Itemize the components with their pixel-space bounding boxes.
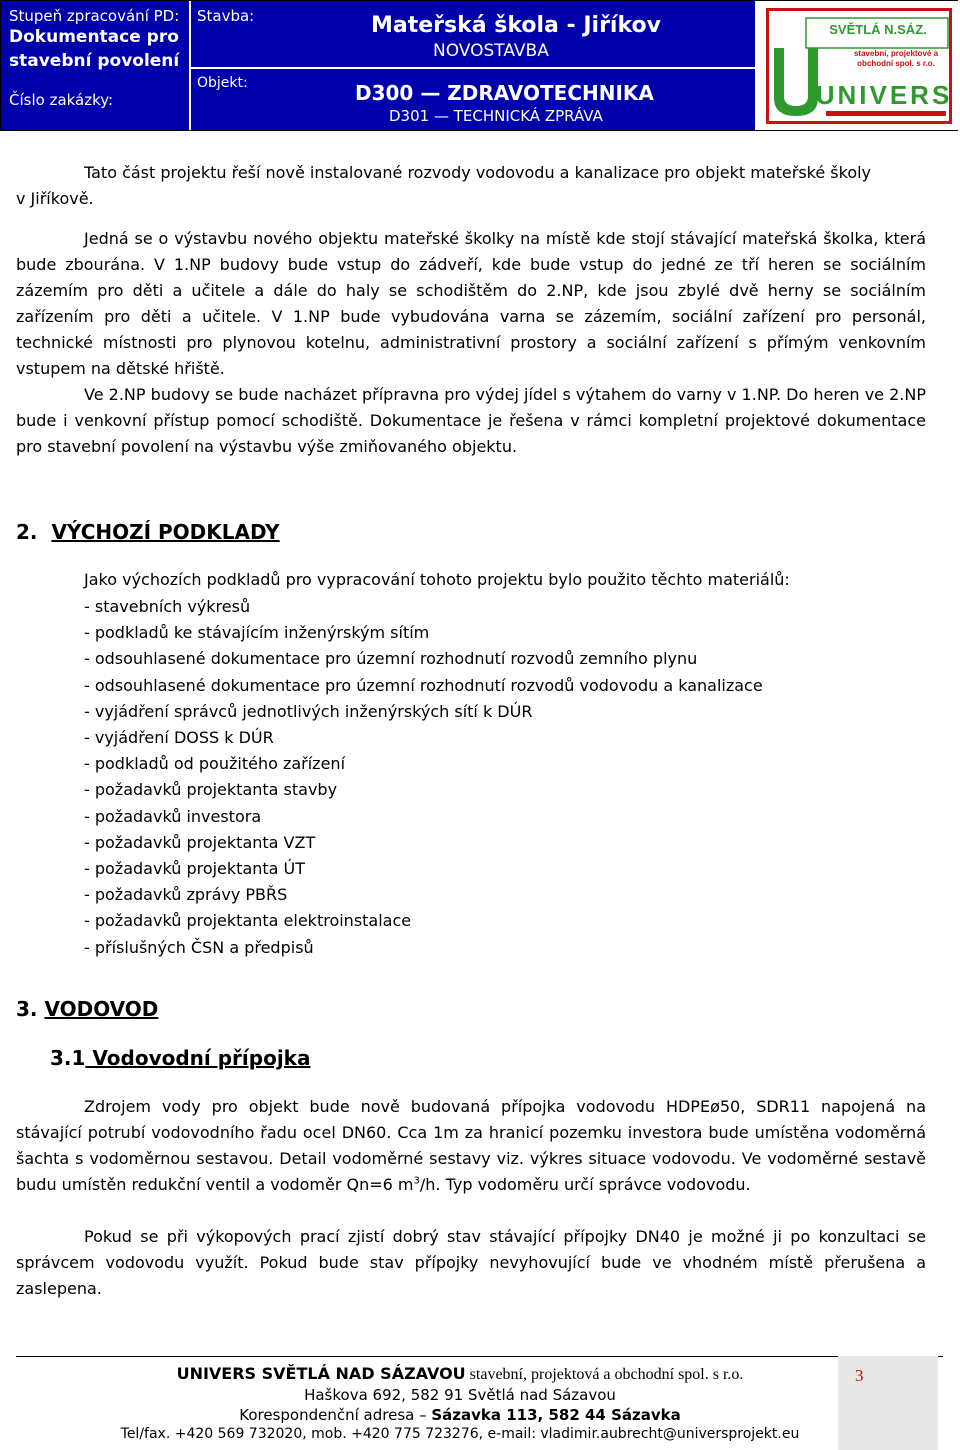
- list-item: - vyjádření správců jednotlivých inženýrských sítí k DÚR: [84, 701, 533, 721]
- intro-paragraph-2: Jedná se o výstavbu nového objektu mateřské školky na místě kde stojí stávající mateřská školka, která bude zbourána. V 1.NP budovy bude vstup do zádveří, kde bude vstup do jedné ze tří heren se sociálním zázemím pro děti a učitele a dále do haly se schodištěm do 2.NP, kde jsou zbylé dvě herny se sociálním zařízením pro děti a učitele. V 1.NP bude vybudována varna se zázemím, sociální zařízení pro personál, technické místnosti pro plynovou kotelnu, administrativní prostory a sociální zařízení s přímým venkovním vstupem na dětské hřiště.: [16, 229, 926, 378]
- list-item: - požadavků zprávy PBŘS: [84, 885, 288, 905]
- object-subtitle: D301 — TECHNICKÁ ZPRÁVA: [389, 107, 603, 125]
- list-item: - požadavků projektanta ÚT: [84, 859, 306, 879]
- footer-company-type: stavební, projektová a obchodní spol. s r.o.: [465, 1366, 744, 1383]
- section-3-number: 3.: [16, 997, 38, 1021]
- stage-label: Stupeň zpracování PD:: [9, 7, 180, 25]
- cubic-sup: 3: [413, 1175, 420, 1187]
- list-item: - požadavků projektanta elektroinstalace: [84, 911, 412, 931]
- list-item: - podkladů ke stávajícím inženýrským sítím: [84, 623, 430, 643]
- list-item: - požadavků investora: [84, 806, 262, 826]
- page-number-box: [838, 1356, 938, 1450]
- stage-value-2: stavební povolení: [9, 51, 180, 71]
- water-paragraph-1: [16, 1094, 926, 1198]
- water-p1-end: /h. Typ vodoměru určí správce vodovodu.: [419, 1175, 751, 1194]
- section-2-title: VÝCHOZÍ PODKLADY: [51, 520, 280, 544]
- water-p1-text: Zdrojem vody pro objekt bude nově budovaná přípojka vodovodu HDPEø50, SDR11 napojená na stávající potrubí vodovodního řadu ocel DN60. Cca 1m za hranicí pozemku investora bude umístěna vodoměrná šachta s vodoměrnou sestavou. Detail vodoměrné sestavy viz. výkres situace vodovodu. Ve vodoměrné sestavě budu umístěn redukční ventil a vodoměr Qn=6 m: [16, 1097, 926, 1194]
- univers-logo: [766, 8, 952, 124]
- page-number: 3: [855, 1366, 864, 1385]
- footer-corr-label: Korespondenční adresa –: [239, 1406, 432, 1424]
- section-3-title: VODOVOD: [44, 997, 159, 1021]
- list-item: - stavebních výkresů: [84, 597, 251, 616]
- stage-cell: [1, 1, 191, 130]
- list-item: - odsouhlasené dokumentace pro územní rozhodnutí rozvodů zemního plynu: [84, 649, 698, 669]
- list-item: - příslušných ČSN a předpisů: [84, 937, 314, 957]
- logo-line-2: obchodní spol. s r.o.: [857, 59, 935, 68]
- footer-address: Haškova 692, 582 91 Světlá nad Sázavou: [304, 1386, 616, 1404]
- footer-contact: Tel/fax. +420 569 732020, mob. +420 775 723276, e-mail: vladimir.aubrecht@universprojekt.eu: [120, 1426, 800, 1442]
- logo-top-text: SVĚTLÁ N.SÁZ.: [829, 22, 927, 37]
- order-label: Číslo zakázky:: [9, 91, 114, 109]
- building-label: Stavba:: [197, 7, 255, 25]
- list-item: - podkladů od použitého zařízení: [84, 754, 346, 774]
- section-3-1-number: 3.1: [50, 1046, 86, 1070]
- section-2-heading: [16, 520, 280, 544]
- intro-paragraph-3: Ve 2.NP budovy se bude nacházet přípravna pro výdej jídel s výtahem do varny v 1.NP. Do heren ve 2.NP bude i venkovní přístup pomocí schodiště. Dokumentace je řešena v rámci kompletní projektové dokumentace pro stavební povolení na výstavbu výše zmiňovaného objektu.: [16, 385, 926, 456]
- building-type: NOVOSTAVBA: [433, 41, 549, 61]
- footer-correspondence: [100, 1406, 820, 1424]
- section-3-heading: [16, 997, 158, 1021]
- section-2-intro: Jako výchozích podkladů pro vypracování tohoto projektu bylo použito těchto materiálů:: [84, 570, 790, 589]
- footer-rule: [16, 1356, 943, 1357]
- intro-p1-line2: v Jiříkově.: [16, 189, 94, 208]
- building-name: Mateřská škola - Jiříkov: [371, 13, 661, 38]
- list-item: - odsouhlasené dokumentace pro územní rozhodnutí rozvodů vodovodu a kanalizace: [84, 675, 763, 695]
- logo-brand: UNIVERS: [815, 80, 952, 110]
- section-2-number: 2.: [16, 520, 38, 544]
- logo-line-1: stavební, projektové a: [853, 49, 939, 58]
- section-3-1-title: Vodovodní přípojka: [92, 1046, 311, 1070]
- footer-corr-value: Sázavka 113, 582 44 Sázavka: [431, 1406, 681, 1424]
- list-item: - požadavků projektanta stavby: [84, 780, 338, 800]
- intro-paragraph-1: [16, 160, 926, 212]
- object-name: D300 — ZDRAVOTECHNIKA: [355, 81, 654, 105]
- building-cell: [191, 1, 757, 130]
- header-divider: [191, 67, 757, 69]
- list-item: - vyjádření DOSS k DÚR: [84, 728, 274, 748]
- sources-list: [84, 594, 763, 961]
- list-item: - požadavků projektanta VZT: [84, 832, 316, 852]
- footer-company: [100, 1364, 820, 1384]
- intro-p1-line1: Tato část projektu řeší nově instalované rozvody vodovodu a kanalizace pro objekt mateřské školy: [84, 163, 872, 182]
- object-label: Objekt:: [197, 75, 248, 91]
- stage-value-1: Dokumentace pro: [9, 27, 179, 47]
- section-3-1-heading: [50, 1046, 310, 1070]
- footer-company-name: UNIVERS SVĚTLÁ NAD SÁZAVOU: [176, 1364, 466, 1383]
- water-paragraph-2: Pokud se při výkopových prací zjistí dobrý stav stávající přípojky DN40 je možné ji po konzultaci se správcem vodovodu využít. Pokud bude stav přípojky nevyhovující bude ve vhodném místě přerušena a zaslepena.: [16, 1227, 926, 1298]
